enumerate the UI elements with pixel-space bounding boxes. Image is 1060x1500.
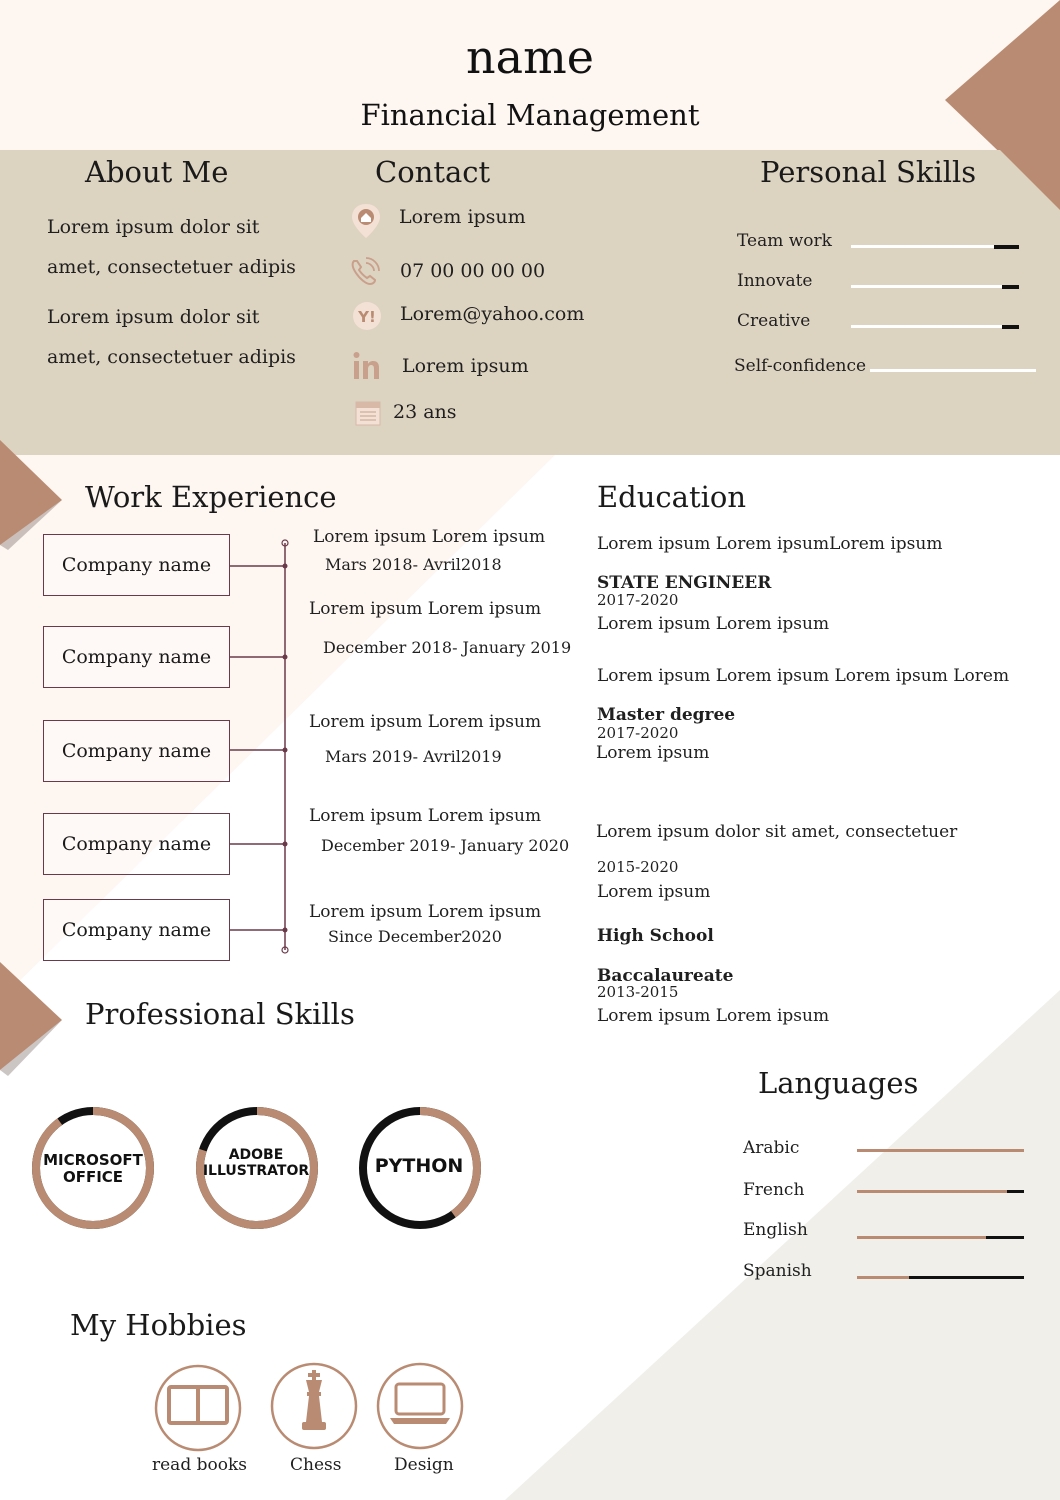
work-dates: Mars 2019- Avril2019 (325, 747, 502, 766)
skill-logo-illustrator (196, 1147, 316, 1179)
languages-heading: Languages (758, 1066, 919, 1100)
personal-skill-label: Team work (737, 231, 832, 251)
company-box (43, 813, 230, 875)
company-name: Company name (61, 919, 212, 941)
personal-skill-bar-marker (1002, 325, 1019, 329)
about-line-1: Lorem ipsum dolor sit (47, 216, 260, 238)
education-school: Lorem ipsum dolor sit amet, consectetuer (596, 822, 958, 842)
work-title: Lorem ipsum Lorem ipsum (309, 599, 542, 619)
work-dates: December 2019- January 2020 (321, 836, 570, 855)
contact-linkedin[interactable]: Lorem ipsum (402, 355, 529, 377)
education-school: High School (597, 926, 714, 946)
company-box (43, 534, 230, 596)
company-name: Company name (61, 646, 212, 668)
laptop-icon (376, 1362, 464, 1450)
book-icon (154, 1364, 242, 1452)
skill-logo-line: MICROSOFT (43, 1151, 143, 1169)
location-icon (350, 202, 382, 240)
language-label: French (743, 1180, 805, 1200)
education-place: Lorem ipsum Lorem ipsum (597, 1006, 830, 1026)
linkedin-icon (352, 350, 382, 382)
education-years: 2017-2020 (597, 724, 679, 742)
company-name: Company name (61, 740, 212, 762)
personal-skill-label: Self-confidence (734, 356, 867, 376)
about-line-3: Lorem ipsum dolor sit (47, 306, 260, 328)
contact-email[interactable]: Lorem@yahoo.com (400, 303, 585, 325)
calendar-icon (355, 398, 381, 426)
professional-skills-heading: Professional Skills (85, 997, 355, 1031)
education-school: Lorem ipsum Lorem ipsum Lorem ipsum Lorem (597, 666, 1010, 686)
education-school: Lorem ipsum Lorem ipsumLorem ipsum (597, 534, 943, 554)
work-title: Lorem ipsum Lorem ipsum (309, 902, 542, 922)
language-bar (857, 1190, 1024, 1193)
about-line-4: amet, consectetuer adipis (47, 346, 296, 368)
company-box (43, 626, 230, 688)
language-label: English (743, 1220, 808, 1240)
yahoo-icon (352, 301, 382, 331)
education-heading: Education (597, 480, 747, 514)
work-title: Lorem ipsum Lorem ipsum (309, 806, 542, 826)
contact-phone: 07 00 00 00 00 (400, 260, 546, 282)
svg-text:Y!: Y! (358, 308, 376, 326)
work-dates: Since December2020 (328, 927, 502, 946)
personal-skill-bar (870, 369, 1036, 372)
work-title: Lorem ipsum Lorem ipsum (313, 527, 546, 547)
phone-icon (348, 255, 382, 289)
work-title: Lorem ipsum Lorem ipsum (309, 712, 542, 732)
hobbies-heading: My Hobbies (70, 1308, 247, 1342)
education-years: 2013-2015 (597, 983, 679, 1001)
education-degree: Baccalaureate (597, 966, 734, 986)
language-bar (857, 1149, 1024, 1152)
contact-age: 23 ans (393, 401, 457, 423)
education-place: Lorem ipsum Lorem ipsum (597, 614, 830, 634)
contact-heading: Contact (375, 155, 491, 189)
company-name: Company name (61, 833, 212, 855)
language-bar-remainder (1007, 1190, 1024, 1193)
education-degree: STATE ENGINEER (597, 573, 772, 593)
skill-logo-python (359, 1156, 479, 1178)
skill-logo-microsoft (33, 1152, 153, 1187)
language-label: Spanish (743, 1261, 812, 1281)
hobby-label: Design (394, 1455, 454, 1475)
personal-skills-heading: Personal Skills (760, 155, 977, 189)
skill-logo-line: ADOBE (228, 1147, 284, 1163)
hobby-label: Chess (290, 1455, 342, 1475)
education-years: 2017-2020 (597, 591, 679, 609)
hobby-label: read books (152, 1455, 247, 1475)
language-bar-remainder (909, 1276, 1024, 1279)
education-place: Lorem ipsum (596, 743, 710, 763)
work-dates: Mars 2018- Avril2018 (325, 555, 502, 574)
job-title: Financial Management (360, 98, 700, 132)
personal-skill-label: Creative (737, 311, 811, 331)
company-name: Company name (61, 554, 212, 576)
language-bar-remainder (986, 1236, 1024, 1239)
education-place: Lorem ipsum (597, 882, 711, 902)
about-heading: About Me (85, 155, 229, 189)
language-label: Arabic (743, 1138, 800, 1158)
skill-logo-line: PYTHON (374, 1155, 464, 1177)
about-line-2: amet, consectetuer adipis (47, 256, 296, 278)
skill-logo-line: ILLUSTRATOR (202, 1163, 310, 1180)
personal-skill-bar-marker (994, 245, 1019, 249)
company-box (43, 899, 230, 961)
personal-skill-label: Innovate (737, 271, 813, 291)
work-heading: Work Experience (85, 480, 337, 514)
page-title: name (466, 30, 594, 84)
work-dates: December 2018- January 2019 (323, 638, 572, 657)
company-box (43, 720, 230, 782)
personal-skill-bar (851, 285, 1019, 288)
personal-skill-bar (851, 325, 1019, 328)
skill-logo-line: OFFICE (62, 1168, 124, 1187)
chess-icon (270, 1362, 358, 1450)
education-degree: Master degree (597, 705, 736, 725)
contact-address: Lorem ipsum (399, 206, 526, 228)
personal-skill-bar-marker (1002, 285, 1019, 289)
education-years: 2015-2020 (597, 858, 679, 876)
